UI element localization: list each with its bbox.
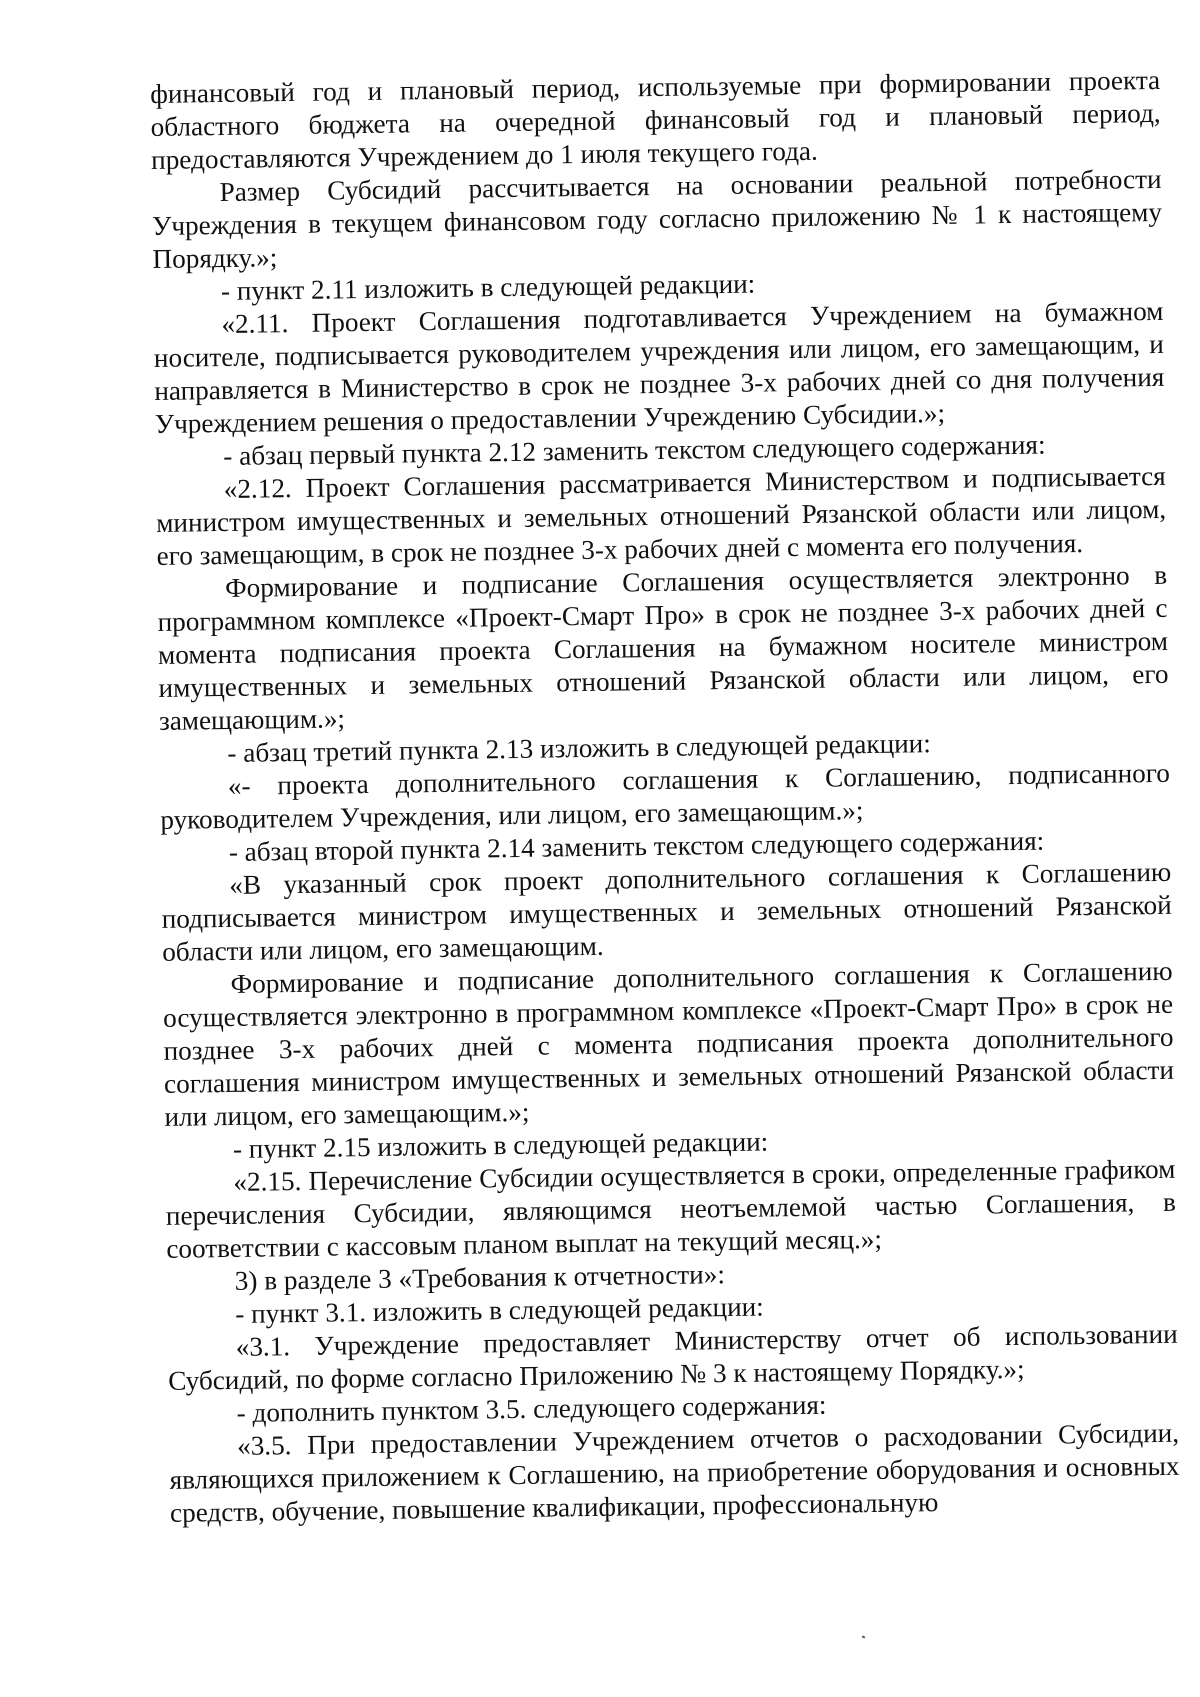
paragraph-budget-period: финансовый год и плановый период, используемые при формировании проекта областного бюджета на очередной финансовый год и плановый период, предоставляются Учреждением до 1 июля текущего года. <box>150 64 1161 175</box>
paragraph-clause-2-11: «2.11. Проект Соглашения подготавливается Учреждением на бумажном носителе, подписывается руководителем учреждения или лицом, его замещающим, и направляется в Министерство в срок не позднее 3-х рабочих дней со дня получения Учреждением решения о предоставлении Учреждению Субсидии.»; <box>153 295 1165 439</box>
document-body <box>150 64 1180 1530</box>
paragraph-additional-agreement-signing: Формирование и подписание дополнительного соглашения к Соглашению осуществляется электронно в программном комплексе «Проект-Смарт Про» в срок не позднее 3-х рабочих дней с момента подписания проекта дополнительного соглашения министром имущественных и земельных отношений Рязанской области или лицом, его замещающим.»; <box>162 955 1175 1132</box>
paragraph-clause-3-1: «3.1. Учреждение предоставляет Министерству отчет об использовании Субсидий, по форме согласно Приложению № 3 к настоящему Порядку.»; <box>167 1318 1178 1396</box>
paragraph-clause-3-5: «3.5. При предоставлении Учреждением отчетов о расходовании Субсидии, являющихся приложением к Соглашению, на приобретение оборудования и основных средств, обучение, повышение квалификации, профессиональную <box>169 1417 1180 1528</box>
paragraph-amend-3-1: - пункт 3.1. изложить в следующей редакции: <box>235 1291 764 1329</box>
paragraph-subsidy-size: Размер Субсидий рассчитывается на основании реальной потребности Учреждения в текущем финансовом году согласно приложению № 1 к настоящему Порядку.»; <box>151 163 1163 274</box>
paragraph-amend-2-11: - пункт 2.11 изложить в следующей редакции: <box>220 268 756 307</box>
paragraph-section-3: 3) в разделе 3 «Требования к отчетности»: <box>234 1259 726 1296</box>
paragraph-clause-2-15: «2.15. Перечисление Субсидии осуществляется в сроки, определенные графиком перечисления Субсидии, являющимся неотъемлемой частью Соглашения, в соответствии с кассовым планом выплат на текущий месяц.»; <box>165 1153 1176 1264</box>
paragraph-amend-2-12: - абзац первый пункта 2.12 заменить текстом следующего содержания: <box>223 429 1046 472</box>
paragraph-amend-2-14: - абзац второй пункта 2.14 заменить текстом следующего содержания: <box>228 825 1045 867</box>
paragraph-amend-2-13: - абзац третий пункта 2.13 изложить в следующей редакции: <box>227 728 931 768</box>
scan-speck <box>862 1635 866 1638</box>
paragraph-agreement-signing: Формирование и подписание Соглашения осуществляется электронно в программном комплексе «Проект-Смарт Про» в срок не позднее 3-х рабочих дней с момента подписания проекта Соглашения на бумажном носителе министром имущественных и земельных отношений Рязанской области или лицом, его замещающим.»; <box>157 559 1169 736</box>
paragraph-clause-2-14: «В указанный срок проект дополнительного соглашения к Соглашению подписывается министром имущественных и земельных отношений Рязанской области или лицом, его замещающим. <box>161 856 1172 967</box>
paragraph-amend-3-5: - дополнить пунктом 3.5. следующего содержания: <box>236 1389 827 1428</box>
paragraph-clause-2-12: «2.12. Проект Соглашения рассматривается Министерством и подписывается министром имущественных и земельных отношений Рязанской области или лицом, его замещающим, в срок не позднее 3-х рабочих дней с момента его получения. <box>156 460 1167 571</box>
paragraph-amend-2-15: - пункт 2.15 изложить в следующей редакции: <box>232 1126 769 1164</box>
paragraph-clause-2-13: «- проекта дополнительного соглашения к Соглашению, подписанного руководителем Учреждения, или лицом, его замещающим.»; <box>160 757 1171 835</box>
